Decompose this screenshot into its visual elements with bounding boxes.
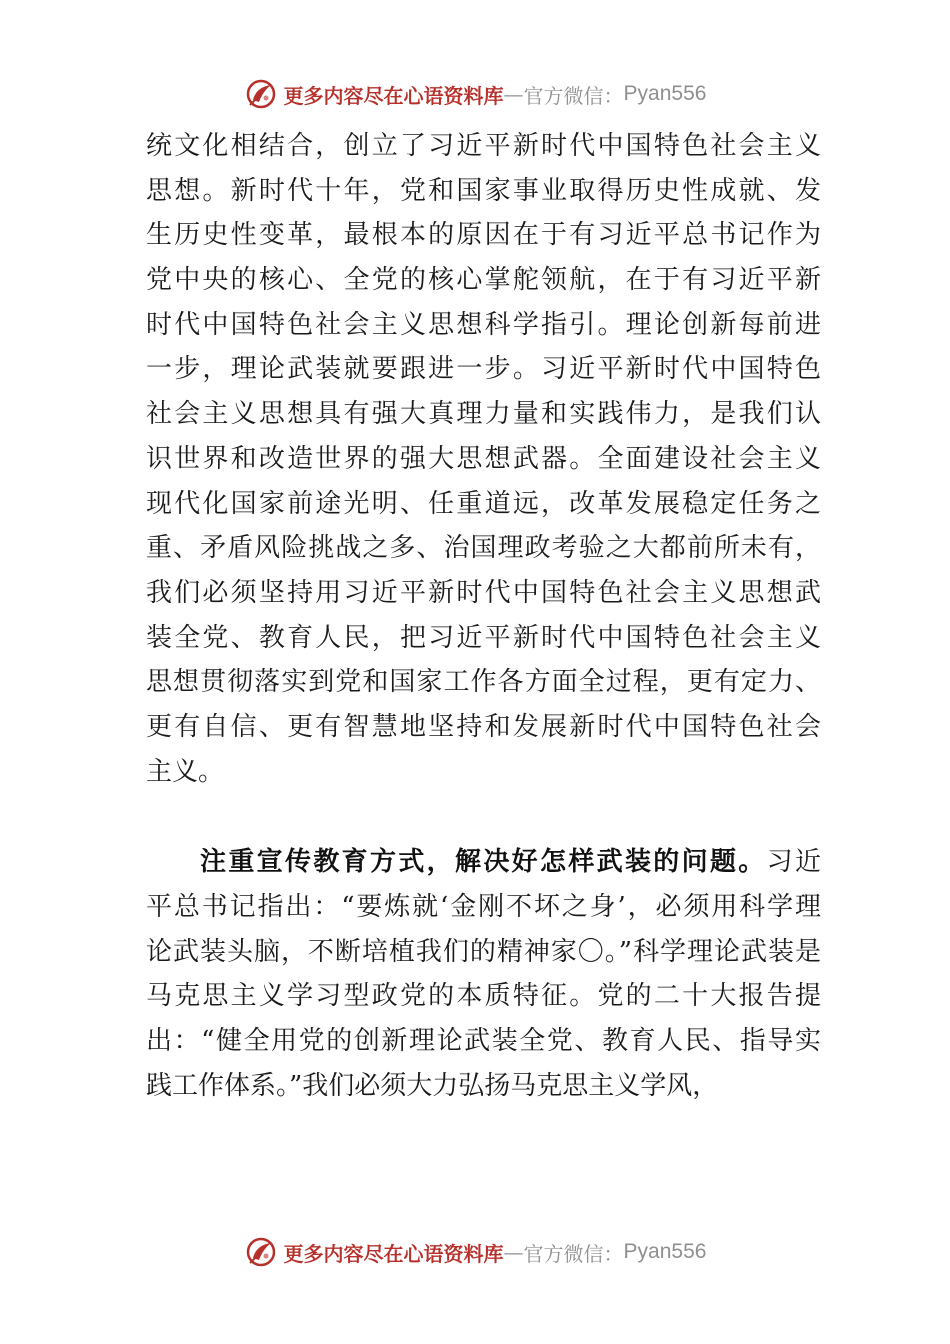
text-line: 更有自信、更有智慧地坚持和发展新时代中国特色社会 xyxy=(146,711,821,742)
text-line: 出：“健全用党的创新理论武装全党、教育人民、指导实 xyxy=(146,1026,821,1057)
paragraph-2-first-line xyxy=(146,840,821,885)
header-banner xyxy=(0,74,950,114)
section-lead-heading: 注重宣传教育方式，解决好怎样武装的问题。 xyxy=(200,847,767,878)
text-line: 重、矛盾风险挑战之多、治国理政考验之大都前所未有， xyxy=(146,533,821,564)
header-brand: 更多内容尽在心语资料库 xyxy=(283,83,504,108)
footer-dash: — xyxy=(503,1240,524,1264)
text-line: 思想。新时代十年，党和国家事业取得历史性成就、发 xyxy=(146,175,821,206)
footer-brand: 更多内容尽在心语资料库 xyxy=(283,1241,504,1266)
logo-icon xyxy=(244,1235,278,1269)
header-wechat-id: Pyan556 xyxy=(623,82,707,105)
text-line: 思想贯彻落实到党和国家工作各方面全过程，更有定力、 xyxy=(146,667,821,698)
paragraph-1 xyxy=(146,124,821,794)
text-line: 践工作体系。”我们必须大力弘扬马克思主义学风， xyxy=(146,1070,719,1101)
text-line: 论武装头脑，不断培植我们的精神家〇。”科学理论武装是 xyxy=(146,936,821,967)
text-line: 平总书记指出：“要炼就‘金刚不坏之身’，必须用科学理 xyxy=(146,892,821,922)
text-line: 马克思主义学习型政党的本质特征。党的二十大报告提 xyxy=(146,981,821,1012)
text-line: 党中央的核心、全党的核心掌舵领航，在于有习近平新 xyxy=(146,265,821,296)
text-line: 一步，理论武装就要跟进一步。习近平新时代中国特色 xyxy=(146,354,821,385)
text-line: 统文化相结合，创立了习近平新时代中国特色社会主义 xyxy=(146,131,821,161)
text-line: 生历史性变革，最根本的原因在于有习近平总书记作为 xyxy=(146,220,821,251)
document-body xyxy=(146,124,821,1108)
text-line: 装全党、教育人民，把习近平新时代中国特色社会主义 xyxy=(146,622,821,653)
logo-icon xyxy=(244,77,278,111)
text-fragment: 习近 xyxy=(766,847,821,878)
text-line: 识世界和改造世界的强大思想武器。全面建设社会主义 xyxy=(146,443,821,474)
text-line: 主义。 xyxy=(146,756,225,787)
paragraph-2 xyxy=(146,840,821,1108)
footer-wechat-id: Pyan556 xyxy=(623,1240,707,1263)
footer-banner xyxy=(0,1232,950,1272)
text-line: 我们必须坚持用习近平新时代中国特色社会主义思想武 xyxy=(146,577,821,608)
header-dash: — xyxy=(503,82,524,106)
text-line: 社会主义思想具有强大真理力量和实践伟力，是我们认 xyxy=(146,399,821,430)
text-line: 时代中国特色社会主义思想科学指引。理论创新每前进 xyxy=(146,309,821,340)
text-line: 现代化国家前途光明、任重道远，改革发展稳定任务之 xyxy=(146,488,821,519)
footer-wechat-label: 官方微信： xyxy=(523,1241,624,1266)
header-wechat-label: 官方微信： xyxy=(523,83,624,108)
